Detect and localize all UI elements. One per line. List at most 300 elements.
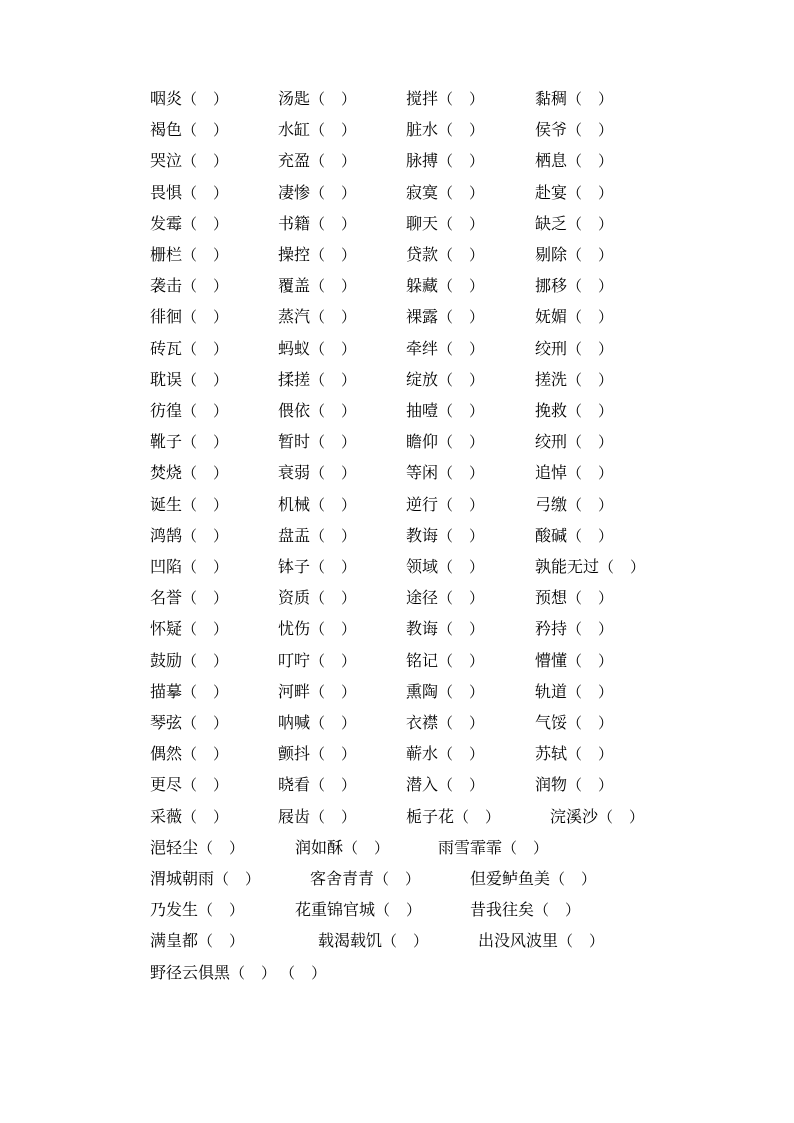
question-item xyxy=(278,649,356,673)
answer-paren-open: （ xyxy=(567,745,583,764)
word-text: 覆盖 xyxy=(278,276,311,296)
question-row xyxy=(0,493,794,517)
question-item xyxy=(535,742,613,766)
question-item xyxy=(278,711,356,735)
question-item xyxy=(150,617,228,641)
answer-paren-open: （ xyxy=(438,370,454,389)
answer-paren-open: （ xyxy=(438,620,454,639)
answer-paren-close: ） xyxy=(213,214,229,233)
question-item xyxy=(150,181,228,205)
word-text: 衣襟 xyxy=(406,713,439,732)
word-text: 绞刑 xyxy=(535,338,568,358)
question-item xyxy=(150,836,244,860)
answer-paren-open: （ xyxy=(310,807,326,826)
answer-paren-close: ） xyxy=(341,246,357,264)
word-text: 满皇都 xyxy=(150,931,199,951)
word-text: 客舍青青 xyxy=(310,869,375,888)
answer-paren-close: ） xyxy=(598,90,614,108)
word-text: 铭记 xyxy=(406,650,439,670)
word-text: 靴子 xyxy=(150,432,183,452)
answer-paren-open: （ xyxy=(182,714,198,732)
word-text: 发霉 xyxy=(150,213,183,233)
answer-paren-close: ） xyxy=(213,464,229,483)
word-text: 领域 xyxy=(406,557,439,576)
word-text: 衰弱 xyxy=(278,463,311,483)
answer-paren-open: （ xyxy=(310,682,326,701)
word-text: 资质 xyxy=(278,588,311,608)
answer-paren-close: ） xyxy=(598,745,614,764)
word-text: 抽噎 xyxy=(406,401,439,420)
answer-paren-open: （ xyxy=(182,620,198,639)
question-row xyxy=(0,617,794,641)
answer-paren-open: （ xyxy=(567,651,583,670)
question-item xyxy=(406,243,484,267)
answer-paren-open: （ xyxy=(182,464,198,483)
answer-paren-close: ） xyxy=(598,651,614,670)
question-item xyxy=(278,555,356,579)
word-text: 雨雪霏霏 xyxy=(438,837,503,857)
word-text: 脏水 xyxy=(406,120,439,140)
word-text: 彷徨 xyxy=(150,401,183,420)
answer-paren-close: ） xyxy=(598,433,614,452)
answer-paren-open: （ xyxy=(567,464,583,483)
word-text: 叮咛 xyxy=(278,650,311,670)
word-text: 揉搓 xyxy=(278,369,311,389)
question-item xyxy=(535,368,613,392)
answer-paren-close: ） xyxy=(598,152,614,171)
answer-paren-open: （ xyxy=(182,807,198,826)
question-item xyxy=(278,742,356,766)
answer-paren-close: ） xyxy=(565,901,581,920)
question-item xyxy=(406,805,500,829)
answer-paren-close: ） xyxy=(341,526,357,545)
answer-paren-close: ） xyxy=(598,308,614,327)
answer-paren-close: ） xyxy=(598,370,614,389)
question-item xyxy=(535,649,613,673)
answer-paren-open: （ xyxy=(382,932,398,951)
question-item xyxy=(406,368,484,392)
answer-paren-close: ） xyxy=(598,121,614,140)
answer-paren-close: ） xyxy=(213,121,229,140)
answer-paren-open: （ xyxy=(310,620,326,639)
answer-paren-close: ） xyxy=(589,932,605,951)
word-text: 书籍 xyxy=(278,213,311,233)
question-item xyxy=(150,493,228,517)
question-item xyxy=(406,337,484,361)
question-item xyxy=(535,181,613,205)
question-item xyxy=(406,149,484,173)
question-item xyxy=(278,805,356,829)
word-text: 怀疑 xyxy=(150,619,183,639)
question-row xyxy=(0,461,794,485)
question-item xyxy=(535,711,613,735)
answer-paren-close: ） xyxy=(341,370,357,389)
word-text: 聊天 xyxy=(406,213,439,233)
question-item xyxy=(406,711,484,735)
word-text: 钵子 xyxy=(278,557,311,576)
question-row xyxy=(0,118,794,142)
answer-paren-open: （ xyxy=(438,152,454,171)
question-item xyxy=(535,274,613,298)
word-text: 徘徊 xyxy=(150,307,183,327)
answer-paren-open: （ xyxy=(438,246,454,264)
answer-paren-close: ） xyxy=(469,714,485,732)
question-item xyxy=(535,337,613,361)
question-item xyxy=(535,118,613,142)
question-item xyxy=(406,87,484,111)
question-item xyxy=(535,493,613,517)
question-item xyxy=(406,305,484,329)
answer-paren-close: ） xyxy=(341,152,357,171)
question-item xyxy=(406,586,484,610)
question-row xyxy=(0,867,794,891)
answer-paren-open: （ xyxy=(567,277,583,296)
word-text: 渭城朝雨 xyxy=(150,869,215,888)
question-item xyxy=(278,617,356,641)
question-item xyxy=(535,555,645,579)
question-row xyxy=(0,274,794,298)
question-item xyxy=(535,399,613,423)
question-item xyxy=(406,118,484,142)
answer-paren-close: ） xyxy=(469,402,485,420)
answer-paren-close: ） xyxy=(469,308,485,327)
word-text: 蚂蚁 xyxy=(278,338,311,358)
answer-paren-close: ） xyxy=(485,807,501,826)
question-row xyxy=(0,87,794,111)
answer-paren-open: （ xyxy=(310,183,326,202)
question-item xyxy=(406,493,484,517)
answer-paren-open: （ xyxy=(310,339,326,358)
question-item xyxy=(278,586,356,610)
answer-paren-open: （ xyxy=(438,651,454,670)
question-item xyxy=(310,867,420,891)
answer-paren-close: ） xyxy=(213,651,229,670)
answer-paren-open: （ xyxy=(454,807,470,826)
question-row xyxy=(0,555,794,579)
answer-paren-open: （ xyxy=(310,402,326,420)
answer-paren-close: ） xyxy=(469,558,485,576)
question-item xyxy=(550,805,644,829)
answer-paren-open: （ xyxy=(182,90,198,108)
question-item xyxy=(535,149,613,173)
word-text: 但爱鲈鱼美 xyxy=(470,869,551,888)
answer-paren-open: （ xyxy=(567,682,583,701)
word-text: 教诲 xyxy=(406,619,439,639)
answer-paren-open: （ xyxy=(567,589,583,608)
answer-paren-open: （ xyxy=(438,214,454,233)
word-text: 屐齿 xyxy=(278,806,311,826)
question-item xyxy=(406,617,484,641)
word-text: 瞻仰 xyxy=(406,432,439,452)
answer-paren-open: （ xyxy=(182,152,198,171)
answer-paren-close: ） xyxy=(229,932,245,951)
word-text: 咽炎 xyxy=(150,89,183,108)
answer-paren-close: ） xyxy=(341,714,357,732)
question-item xyxy=(295,898,421,922)
question-item xyxy=(438,836,548,860)
answer-paren-close: ） xyxy=(374,838,390,857)
answer-paren-open: （ xyxy=(310,714,326,732)
word-text: 花重锦官城 xyxy=(295,900,376,920)
question-item xyxy=(150,243,228,267)
answer-paren-close: ） xyxy=(469,589,485,608)
answer-paren-open: （ xyxy=(310,464,326,483)
answer-paren-open: （ xyxy=(567,402,583,420)
question-item xyxy=(278,243,356,267)
question-row xyxy=(0,961,794,985)
word-text: 琴弦 xyxy=(150,713,183,732)
word-text: 凹陷 xyxy=(150,557,183,576)
word-text: 绞刑 xyxy=(535,432,568,452)
answer-paren-open: （ xyxy=(198,932,214,951)
answer-paren-open: （ xyxy=(182,526,198,545)
answer-paren-close: ） xyxy=(469,152,485,171)
question-row xyxy=(0,586,794,610)
answer-paren-open: （ xyxy=(567,776,583,795)
answer-paren-open: （ xyxy=(198,901,214,920)
answer-paren-close: ） xyxy=(469,277,485,296)
word-text: 晓看 xyxy=(278,775,311,795)
word-text: 出没风波里 xyxy=(478,931,559,951)
question-item xyxy=(150,149,228,173)
word-text: 忧伤 xyxy=(278,619,311,639)
answer-paren-close: ） xyxy=(341,589,357,608)
answer-paren-close: ） xyxy=(213,339,229,358)
question-item xyxy=(406,773,484,797)
answer-paren-close: ） xyxy=(469,339,485,358)
question-item xyxy=(470,898,580,922)
question-row xyxy=(0,773,794,797)
answer-paren-close: ） xyxy=(213,807,229,826)
question-item xyxy=(150,555,228,579)
answer-paren-close: ） xyxy=(598,402,614,420)
answer-paren-close: ） xyxy=(341,651,357,670)
word-text: 牵绊 xyxy=(406,338,439,358)
answer-paren-close: ） xyxy=(213,246,229,264)
answer-paren-close: ） xyxy=(598,776,614,795)
word-text: 呐喊 xyxy=(278,713,311,732)
word-text: 盘盂 xyxy=(278,525,311,545)
answer-paren-open: （ xyxy=(375,901,391,920)
answer-paren-open: （ xyxy=(182,589,198,608)
question-item xyxy=(535,305,613,329)
word-text: 焚烧 xyxy=(150,463,183,483)
answer-paren-open: （ xyxy=(182,339,198,358)
answer-paren-open: （ xyxy=(280,963,296,982)
answer-paren-open: （ xyxy=(550,870,566,888)
word-text: 预想 xyxy=(535,588,568,608)
word-text: 孰能无过 xyxy=(535,557,600,576)
answer-paren-open: （ xyxy=(310,121,326,140)
question-item xyxy=(278,274,356,298)
answer-paren-close: ） xyxy=(581,870,597,888)
answer-paren-open: （ xyxy=(310,246,326,264)
question-row xyxy=(0,742,794,766)
question-item xyxy=(150,680,228,704)
answer-paren-close: ） xyxy=(341,90,357,108)
answer-paren-close: ） xyxy=(341,214,357,233)
answer-paren-close: ） xyxy=(469,620,485,639)
word-text: 教诲 xyxy=(406,525,439,545)
answer-paren-open: （ xyxy=(310,495,326,514)
answer-paren-close: ） xyxy=(229,901,245,920)
question-item xyxy=(406,399,484,423)
word-text: 颤抖 xyxy=(278,744,311,764)
word-text: 熏陶 xyxy=(406,681,439,701)
word-text: 哭泣 xyxy=(150,151,183,171)
answer-paren-close: ） xyxy=(598,714,614,732)
answer-paren-open: （ xyxy=(438,714,454,732)
word-text: 昔我往矣 xyxy=(470,900,535,920)
question-item xyxy=(150,898,244,922)
question-item xyxy=(535,524,613,548)
answer-paren-close: ） xyxy=(598,589,614,608)
word-text: 脉搏 xyxy=(406,151,439,171)
question-row xyxy=(0,524,794,548)
word-text: 绽放 xyxy=(406,369,439,389)
answer-paren-open: （ xyxy=(438,745,454,764)
question-item xyxy=(278,87,356,111)
question-item xyxy=(278,680,356,704)
word-text: 栀子花 xyxy=(406,806,455,826)
answer-paren-close: ） xyxy=(406,901,422,920)
answer-paren-open: （ xyxy=(438,682,454,701)
answer-paren-open: （ xyxy=(374,870,390,888)
answer-paren-close: ） xyxy=(261,963,277,982)
question-item xyxy=(150,274,228,298)
answer-paren-close: ） xyxy=(213,558,229,576)
answer-paren-open: （ xyxy=(182,433,198,452)
question-row xyxy=(0,399,794,423)
question-item xyxy=(406,274,484,298)
word-text: 酸碱 xyxy=(535,525,568,545)
question-item xyxy=(150,711,228,735)
word-text: 搅拌 xyxy=(406,89,439,108)
answer-paren-close: ） xyxy=(469,246,485,264)
word-text: 描摹 xyxy=(150,681,183,701)
answer-paren-close: ） xyxy=(469,121,485,140)
question-row xyxy=(0,181,794,205)
question-item xyxy=(150,430,228,454)
question-item xyxy=(278,461,356,485)
word-text: 妩媚 xyxy=(535,307,568,327)
answer-paren-open: （ xyxy=(567,121,583,140)
answer-paren-close: ） xyxy=(213,308,229,327)
word-text: 裸露 xyxy=(406,307,439,327)
word-text: 逆行 xyxy=(406,494,439,514)
answer-paren-close: ） xyxy=(598,183,614,202)
word-text: 采薇 xyxy=(150,806,183,826)
question-item xyxy=(470,867,596,891)
answer-paren-close: ） xyxy=(213,745,229,764)
answer-paren-close: ） xyxy=(341,339,357,358)
answer-paren-close: ） xyxy=(213,433,229,452)
answer-paren-close: ） xyxy=(341,807,357,826)
answer-paren-open: （ xyxy=(438,121,454,140)
word-text: 矜持 xyxy=(535,619,568,639)
word-text: 褐色 xyxy=(150,120,183,140)
question-item xyxy=(150,524,228,548)
question-item xyxy=(150,929,244,953)
question-row xyxy=(0,149,794,173)
word-text: 挪移 xyxy=(535,276,568,296)
word-text: 鼓励 xyxy=(150,650,183,670)
word-text: 浥轻尘 xyxy=(150,837,199,857)
answer-paren-open: （ xyxy=(182,277,198,296)
word-text: 栖息 xyxy=(535,151,568,171)
answer-paren-close: ） xyxy=(469,776,485,795)
answer-paren-open: （ xyxy=(182,183,198,202)
answer-paren-open: （ xyxy=(438,558,454,576)
answer-paren-close: ） xyxy=(213,402,229,420)
word-text: 懵懂 xyxy=(535,650,568,670)
question-item xyxy=(278,399,356,423)
word-text: 更尽 xyxy=(150,775,183,795)
question-row xyxy=(0,430,794,454)
answer-paren-open: （ xyxy=(567,308,583,327)
answer-paren-close: ） xyxy=(213,183,229,202)
question-item xyxy=(406,742,484,766)
answer-paren-close: ） xyxy=(213,277,229,296)
word-text: 蕲水 xyxy=(406,744,439,764)
word-text: 耽误 xyxy=(150,369,183,389)
word-text: 轨道 xyxy=(535,681,568,701)
word-text: 缺乏 xyxy=(535,213,568,233)
question-row xyxy=(0,337,794,361)
word-text: 袭击 xyxy=(150,276,183,296)
word-text: 充盈 xyxy=(278,151,311,171)
question-row xyxy=(0,649,794,673)
answer-paren-open: （ xyxy=(438,183,454,202)
answer-paren-close: ） xyxy=(341,495,357,514)
answer-paren-close: ） xyxy=(405,870,421,888)
answer-paren-close: ） xyxy=(598,620,614,639)
question-item xyxy=(406,461,484,485)
answer-paren-open: （ xyxy=(182,682,198,701)
question-item xyxy=(150,305,228,329)
answer-paren-close: ） xyxy=(598,526,614,545)
answer-paren-close: ） xyxy=(213,526,229,545)
question-item xyxy=(278,524,356,548)
word-text: 载渴载饥 xyxy=(318,931,383,951)
answer-paren-open: （ xyxy=(567,339,583,358)
word-text: 鸿鹄 xyxy=(150,525,183,545)
answer-paren-close: ） xyxy=(213,776,229,795)
answer-paren-open: （ xyxy=(598,807,614,826)
answer-paren-open: （ xyxy=(438,308,454,327)
word-text: 赴宴 xyxy=(535,182,568,202)
word-text: 乃发生 xyxy=(150,900,199,920)
answer-paren-close: ） xyxy=(469,651,485,670)
word-text: 操控 xyxy=(278,245,311,264)
question-item xyxy=(278,337,356,361)
answer-paren-close: ） xyxy=(469,90,485,108)
answer-paren-close: ） xyxy=(469,183,485,202)
answer-paren-open: （ xyxy=(214,870,230,888)
question-item xyxy=(406,555,484,579)
answer-paren-close: ） xyxy=(341,308,357,327)
answer-paren-open: （ xyxy=(182,558,198,576)
question-item xyxy=(278,118,356,142)
answer-paren-close: ） xyxy=(213,495,229,514)
question-item xyxy=(535,212,613,236)
question-row xyxy=(0,212,794,236)
answer-paren-close: ） xyxy=(341,745,357,764)
word-text: 弓缴 xyxy=(535,494,568,514)
question-row xyxy=(0,898,794,922)
question-item xyxy=(150,649,228,673)
question-item xyxy=(535,243,613,267)
